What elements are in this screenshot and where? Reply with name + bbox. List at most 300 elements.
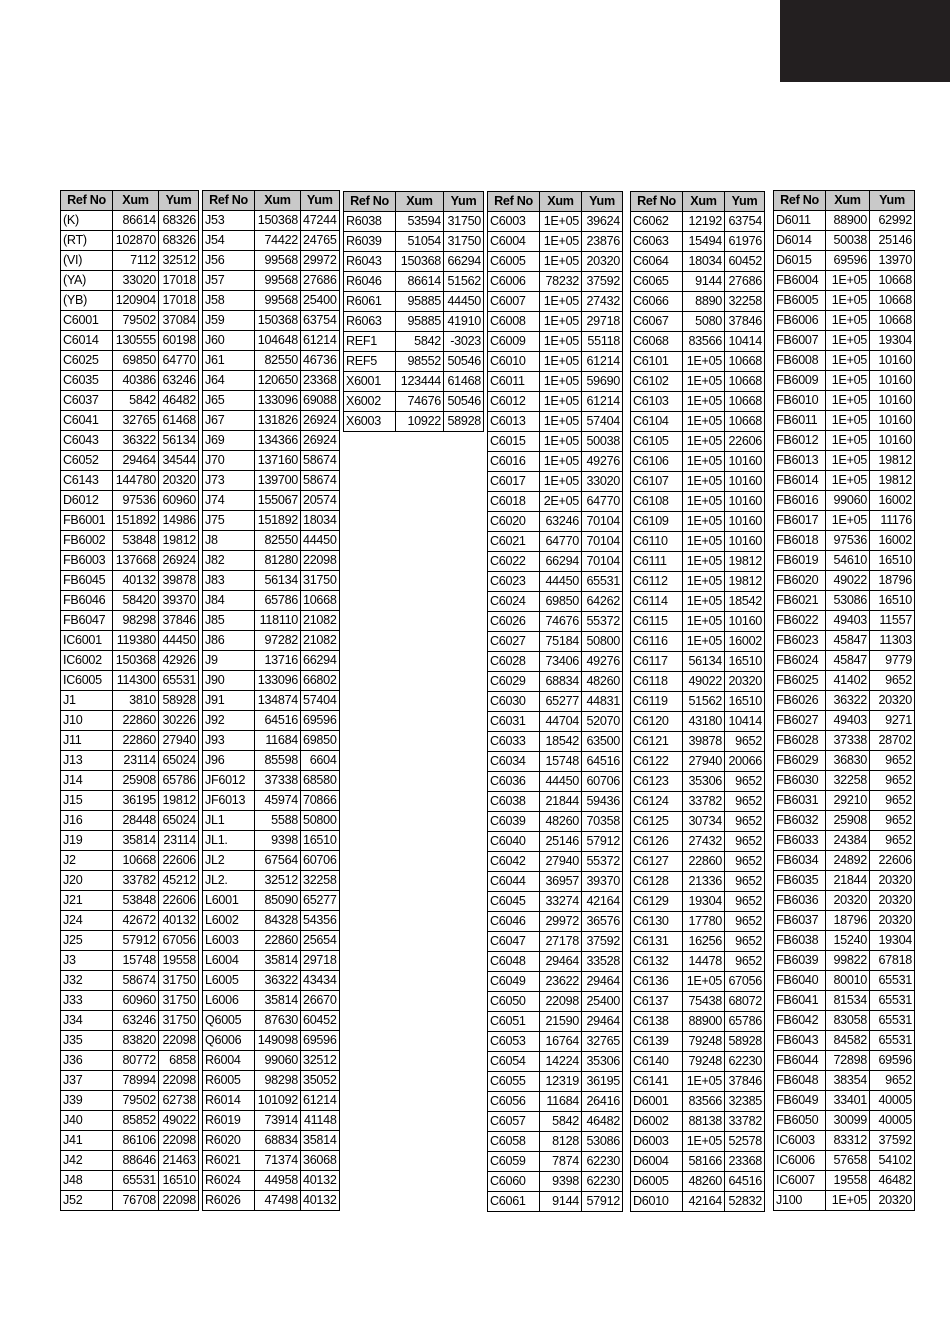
ref-cell: D6003 [631, 1132, 683, 1152]
ref-cell: C6054 [488, 1052, 540, 1072]
ref-cell: C6007 [488, 292, 540, 312]
yum-cell: 55372 [582, 852, 623, 872]
ref-cell: J59 [203, 311, 255, 331]
table-row [61, 431, 199, 451]
yum-cell: 22098 [159, 1131, 199, 1151]
header-row [344, 192, 484, 212]
table-row [631, 1192, 765, 1212]
xum-cell: 1E+05 [683, 972, 725, 992]
xum-cell: 17780 [683, 912, 725, 932]
table-row [344, 292, 484, 312]
yum-cell: 26670 [301, 991, 340, 1011]
yum-cell: 37592 [870, 1131, 915, 1151]
yum-cell: 69596 [870, 1051, 915, 1071]
xum-cell: 1E+05 [683, 412, 725, 432]
xum-cell: 1E+05 [540, 472, 582, 492]
ref-cell: L6003 [203, 931, 255, 951]
table-row [344, 232, 484, 252]
ref-cell: C6062 [631, 212, 683, 232]
table-row [631, 992, 765, 1012]
xum-cell: 1E+05 [683, 512, 725, 532]
yum-cell: 19812 [870, 471, 915, 491]
table-row [774, 1051, 915, 1071]
ref-cell: R6021 [203, 1151, 255, 1171]
table-row [631, 832, 765, 852]
table-row [631, 392, 765, 412]
yum-cell: 10160 [870, 351, 915, 371]
table-row [61, 1191, 199, 1211]
ref-cell: J75 [203, 511, 255, 531]
ref-cell: J3 [61, 951, 113, 971]
yum-cell: 18542 [725, 592, 765, 612]
table-row [774, 1191, 915, 1211]
ref-cell: J2 [61, 851, 113, 871]
xum-cell: 29972 [540, 912, 582, 932]
xum-cell: 15494 [683, 232, 725, 252]
xum-cell: 60960 [113, 991, 159, 1011]
ref-cell: C6117 [631, 652, 683, 672]
ref-cell: FB6033 [774, 831, 826, 851]
ref-cell: J37 [61, 1071, 113, 1091]
xum-cell: 73914 [255, 1111, 301, 1131]
table-row [774, 911, 915, 931]
table-row [488, 932, 623, 952]
ref-cell: C6122 [631, 752, 683, 772]
ref-cell: C6028 [488, 652, 540, 672]
xum-cell: 23622 [540, 972, 582, 992]
xum-cell: 72898 [826, 1051, 870, 1071]
yum-cell: 61468 [444, 372, 484, 392]
coordinate-table-4 [487, 191, 623, 1212]
yum-cell: 70358 [582, 812, 623, 832]
column-header-xum: Xum [683, 192, 725, 212]
ref-cell: J13 [61, 751, 113, 771]
ref-cell: L6005 [203, 971, 255, 991]
ref-cell: C6121 [631, 732, 683, 752]
ref-cell: C6052 [61, 451, 113, 471]
table-row [488, 272, 623, 292]
yum-cell: 9652 [870, 1071, 915, 1091]
yum-cell: 9652 [870, 791, 915, 811]
xum-cell: 69850 [113, 351, 159, 371]
xum-cell: 71374 [255, 1151, 301, 1171]
ref-cell: J92 [203, 711, 255, 731]
xum-cell: 1E+05 [540, 432, 582, 452]
ref-cell: R6046 [344, 272, 396, 292]
xum-cell: 1E+05 [683, 552, 725, 572]
ref-cell: J70 [203, 451, 255, 471]
ref-cell: FB6002 [61, 531, 113, 551]
yum-cell: 18796 [870, 571, 915, 591]
yum-cell: 63246 [159, 371, 199, 391]
header-row [774, 191, 915, 211]
ref-cell: C6033 [488, 732, 540, 752]
ref-cell: C6030 [488, 692, 540, 712]
table-row [631, 312, 765, 332]
xum-cell: 99568 [255, 291, 301, 311]
yum-cell: 52832 [725, 1192, 765, 1212]
ref-cell: J74 [203, 491, 255, 511]
yum-cell: 20320 [870, 1191, 915, 1211]
xum-cell: 36322 [113, 431, 159, 451]
table-row [631, 1012, 765, 1032]
table-row [488, 892, 623, 912]
xum-cell: 24892 [826, 851, 870, 871]
xum-cell: 36322 [826, 691, 870, 711]
ref-cell: C6057 [488, 1112, 540, 1132]
xum-cell: 74422 [255, 231, 301, 251]
yum-cell: 10160 [725, 612, 765, 632]
yum-cell: 61976 [725, 232, 765, 252]
ref-cell: D6015 [774, 251, 826, 271]
yum-cell: 57404 [301, 691, 340, 711]
yum-cell: 39878 [159, 571, 199, 591]
column-header-yum: Yum [725, 192, 765, 212]
table-row [203, 471, 340, 491]
table-row [203, 891, 340, 911]
table-row [631, 792, 765, 812]
table-row [203, 531, 340, 551]
yum-cell: 29718 [582, 312, 623, 332]
xum-cell: 11684 [255, 731, 301, 751]
table-row [61, 971, 199, 991]
ref-cell: FB6038 [774, 931, 826, 951]
table-row [488, 1132, 623, 1152]
ref-cell: C6026 [488, 612, 540, 632]
yum-cell: 11303 [870, 631, 915, 651]
yum-cell: 9652 [870, 671, 915, 691]
xum-cell: 53594 [396, 212, 444, 232]
table-row [61, 611, 199, 631]
yum-cell: 22606 [159, 891, 199, 911]
xum-cell: 1E+05 [683, 1072, 725, 1092]
yum-cell: 65024 [159, 751, 199, 771]
table-row [631, 532, 765, 552]
yum-cell: 22606 [870, 851, 915, 871]
yum-cell: 37592 [582, 272, 623, 292]
ref-cell: C6034 [488, 752, 540, 772]
ref-cell: C6051 [488, 1012, 540, 1032]
table-row [203, 731, 340, 751]
table-row [631, 632, 765, 652]
yum-cell: 69596 [301, 711, 340, 731]
ref-cell: C6009 [488, 332, 540, 352]
column-header-ref: Ref No [344, 192, 396, 212]
xum-cell: 120904 [113, 291, 159, 311]
yum-cell: 39624 [582, 212, 623, 232]
table-row [774, 331, 915, 351]
yum-cell: 16510 [159, 1171, 199, 1191]
ref-cell: C6058 [488, 1132, 540, 1152]
yum-cell: 58928 [444, 412, 484, 432]
xum-cell: 79248 [683, 1052, 725, 1072]
xum-cell: 21844 [540, 792, 582, 812]
table-row [61, 291, 199, 311]
yum-cell: 69088 [301, 391, 340, 411]
xum-cell: 14224 [540, 1052, 582, 1072]
yum-cell: 57912 [582, 1192, 623, 1212]
coordinate-table-3 [343, 191, 484, 432]
xum-cell: 29464 [540, 952, 582, 972]
xum-cell: 22860 [255, 931, 301, 951]
table-row [631, 1072, 765, 1092]
coordinate-table-6 [773, 190, 915, 1211]
xum-cell: 144780 [113, 471, 159, 491]
yum-cell: 44831 [582, 692, 623, 712]
yum-cell: 22098 [159, 1031, 199, 1051]
xum-cell: 85598 [255, 751, 301, 771]
coordinate-table-5 [630, 191, 765, 1212]
table-row [488, 212, 623, 232]
table-row [203, 1111, 340, 1131]
ref-cell: J34 [61, 1011, 113, 1031]
xum-cell: 74676 [540, 612, 582, 632]
xum-cell: 33782 [683, 792, 725, 812]
table-row [631, 1052, 765, 1072]
ref-cell: C6068 [631, 332, 683, 352]
table-row [488, 992, 623, 1012]
xum-cell: 44704 [540, 712, 582, 732]
ref-cell: C6139 [631, 1032, 683, 1052]
xum-cell: 74676 [396, 392, 444, 412]
ref-cell: FB6007 [774, 331, 826, 351]
ref-cell: FB6018 [774, 531, 826, 551]
table-row [203, 911, 340, 931]
table-row [488, 632, 623, 652]
table-row [774, 691, 915, 711]
xum-cell: 1E+05 [540, 412, 582, 432]
table-row [774, 571, 915, 591]
table-row [344, 332, 484, 352]
yum-cell: 65786 [725, 1012, 765, 1032]
yum-cell: 29972 [301, 251, 340, 271]
ref-cell: C6059 [488, 1152, 540, 1172]
table-row [344, 372, 484, 392]
table-row [774, 1111, 915, 1131]
xum-cell: 78994 [113, 1071, 159, 1091]
ref-cell: R6020 [203, 1131, 255, 1151]
table-row [488, 792, 623, 812]
xum-cell: 64516 [255, 711, 301, 731]
yum-cell: 51562 [444, 272, 484, 292]
table-row [631, 1032, 765, 1052]
table-row [488, 672, 623, 692]
yum-cell: 40132 [301, 1191, 340, 1211]
xum-cell: 155067 [255, 491, 301, 511]
table-row [61, 1131, 199, 1151]
column-header-yum: Yum [301, 191, 340, 211]
yum-cell: 40132 [159, 911, 199, 931]
yum-cell: 19304 [870, 931, 915, 951]
xum-cell: 118110 [255, 611, 301, 631]
xum-cell: 88646 [113, 1151, 159, 1171]
ref-cell: C6013 [488, 412, 540, 432]
ref-cell: J57 [203, 271, 255, 291]
table-row [203, 871, 340, 891]
coordinate-table-2 [202, 190, 340, 1211]
xum-cell: 20320 [826, 891, 870, 911]
ref-cell: C6141 [631, 1072, 683, 1092]
xum-cell: 69850 [540, 592, 582, 612]
table-row [774, 631, 915, 651]
ref-cell: C6049 [488, 972, 540, 992]
table-row [203, 1011, 340, 1031]
table-row [488, 432, 623, 452]
ref-cell: J93 [203, 731, 255, 751]
table-row [631, 212, 765, 232]
xum-cell: 1E+05 [826, 1191, 870, 1211]
ref-cell: FB6035 [774, 871, 826, 891]
table-row [631, 272, 765, 292]
table-row [774, 731, 915, 751]
table-row [203, 1171, 340, 1191]
yum-cell: 10160 [870, 391, 915, 411]
table-row [774, 651, 915, 671]
ref-cell: IC6006 [774, 1151, 826, 1171]
ref-cell: J19 [61, 831, 113, 851]
ref-cell: J11 [61, 731, 113, 751]
xum-cell: 1E+05 [540, 392, 582, 412]
xum-cell: 66294 [540, 552, 582, 572]
ref-cell: C6014 [61, 331, 113, 351]
ref-cell: C6127 [631, 852, 683, 872]
yum-cell: 61214 [301, 1091, 340, 1111]
table-row [61, 351, 199, 371]
ref-cell: FB6005 [774, 291, 826, 311]
yum-cell: 58928 [725, 1032, 765, 1052]
table-row [631, 852, 765, 872]
ref-cell: C6040 [488, 832, 540, 852]
xum-cell: 79502 [113, 1091, 159, 1111]
yum-cell: 50546 [444, 392, 484, 412]
yum-cell: 29464 [582, 1012, 623, 1032]
yum-cell: 67818 [870, 951, 915, 971]
table-row [774, 471, 915, 491]
yum-cell: 21082 [301, 631, 340, 651]
table-row [631, 252, 765, 272]
table-row [488, 1052, 623, 1072]
xum-cell: 35814 [255, 991, 301, 1011]
ref-cell: C6044 [488, 872, 540, 892]
column-header-yum: Yum [444, 192, 484, 212]
table-row [488, 1092, 623, 1112]
ref-cell: C6124 [631, 792, 683, 812]
ref-cell: (K) [61, 211, 113, 231]
ref-cell: C6066 [631, 292, 683, 312]
table-row [774, 551, 915, 571]
xum-cell: 75184 [540, 632, 582, 652]
ref-cell: J39 [61, 1091, 113, 1111]
xum-cell: 1E+05 [540, 232, 582, 252]
ref-cell: (RT) [61, 231, 113, 251]
yum-cell: 61214 [301, 331, 340, 351]
ref-cell: R6024 [203, 1171, 255, 1191]
xum-cell: 58674 [113, 971, 159, 991]
xum-cell: 88900 [683, 1012, 725, 1032]
table-row [774, 751, 915, 771]
yum-cell: 9652 [725, 812, 765, 832]
xum-cell: 19558 [826, 1171, 870, 1191]
xum-cell: 1E+05 [540, 312, 582, 332]
table-row [774, 611, 915, 631]
yum-cell: 33020 [582, 472, 623, 492]
xum-cell: 81280 [255, 551, 301, 571]
yum-cell: 10668 [301, 591, 340, 611]
ref-cell: JL2. [203, 871, 255, 891]
yum-cell: 31750 [159, 991, 199, 1011]
ref-cell: C6102 [631, 372, 683, 392]
xum-cell: 5842 [113, 391, 159, 411]
table-row [631, 872, 765, 892]
yum-cell: 68326 [159, 231, 199, 251]
table-row [774, 511, 915, 531]
xum-cell: 79248 [683, 1032, 725, 1052]
table-row [61, 751, 199, 771]
yum-cell: 13970 [870, 251, 915, 271]
xum-cell: 25146 [540, 832, 582, 852]
yum-cell: 42164 [582, 892, 623, 912]
xum-cell: 86614 [113, 211, 159, 231]
table-row [774, 391, 915, 411]
ref-cell: L6001 [203, 891, 255, 911]
ref-cell: C6115 [631, 612, 683, 632]
ref-cell: J90 [203, 671, 255, 691]
ref-cell: J48 [61, 1171, 113, 1191]
yum-cell: 41910 [444, 312, 484, 332]
table-row [631, 972, 765, 992]
xum-cell: 53086 [826, 591, 870, 611]
yum-cell: 29718 [301, 951, 340, 971]
ref-cell: FB6003 [61, 551, 113, 571]
xum-cell: 65786 [255, 591, 301, 611]
yum-cell: 9652 [870, 771, 915, 791]
yum-cell: 19558 [159, 951, 199, 971]
table-row [631, 672, 765, 692]
ref-cell: L6004 [203, 951, 255, 971]
yum-cell: 9652 [725, 952, 765, 972]
xum-cell: 1E+05 [683, 1132, 725, 1152]
table-row [774, 291, 915, 311]
table-row [774, 1151, 915, 1171]
ref-cell: C6037 [61, 391, 113, 411]
xum-cell: 27178 [540, 932, 582, 952]
xum-cell: 15748 [540, 752, 582, 772]
xum-cell: 23114 [113, 751, 159, 771]
table-row [61, 991, 199, 1011]
table-row [488, 472, 623, 492]
ref-cell: C6104 [631, 412, 683, 432]
xum-cell: 68834 [540, 672, 582, 692]
table-row [203, 791, 340, 811]
xum-cell: 68834 [255, 1131, 301, 1151]
xum-cell: 80010 [826, 971, 870, 991]
ref-cell: J60 [203, 331, 255, 351]
table-row [61, 831, 199, 851]
header-row [631, 192, 765, 212]
table-row [631, 352, 765, 372]
table-row [631, 332, 765, 352]
table-row [488, 852, 623, 872]
table-row [774, 811, 915, 831]
table-row [61, 891, 199, 911]
yum-cell: 39370 [582, 872, 623, 892]
xum-cell: 99568 [255, 251, 301, 271]
yum-cell: 67056 [159, 931, 199, 951]
xum-cell: 9144 [683, 272, 725, 292]
table-row [61, 931, 199, 951]
yum-cell: 25146 [870, 231, 915, 251]
table-row [488, 752, 623, 772]
